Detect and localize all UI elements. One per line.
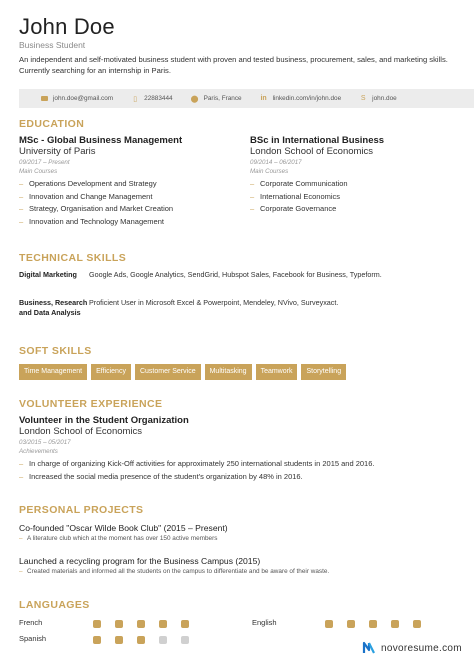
level-dot (115, 620, 123, 628)
school-name: University of Paris (19, 146, 96, 157)
logo-text: novoresume.com (381, 642, 462, 654)
education-dates: 09/2014 – 06/2017 (250, 159, 302, 166)
project-description: – Created materials and informed all the students on the campus to differentiate and be aware of their waste. (19, 568, 459, 575)
location-text: Paris, France (203, 95, 242, 102)
course-item: – Innovation and Technology Management (19, 216, 239, 229)
skill-value: Proficient User in Microsoft Excel & Powerpoint, Mendeley, NVivo, Surveyxact. (89, 298, 339, 307)
education-dates: 09/2017 – Present (19, 159, 70, 166)
skype-text: john.doe (372, 95, 397, 102)
skill-value: Google Ads, Google Analytics, SendGrid, Hubspot Sales, Facebook for Business, Typeform. (89, 270, 382, 279)
skill-label: Business, Research and Data Analysis (19, 298, 88, 317)
course-list (250, 178, 460, 216)
resume-title: Business Student (19, 40, 86, 50)
contact-email[interactable] (41, 95, 113, 102)
location-pin-icon: ⬤ (190, 95, 199, 103)
resume-name: John Doe (19, 14, 115, 39)
phone-text: 22883444 (144, 95, 173, 102)
course-item: – Corporate Communication (250, 178, 460, 191)
achievements-label: Achievements (19, 448, 58, 455)
level-dot (325, 620, 333, 628)
language-name: English (252, 618, 277, 627)
contact-linkedin[interactable] (260, 95, 342, 102)
degree-title: BSc in International Business (250, 135, 385, 146)
email-text: john.doe@gmail.com (53, 95, 114, 102)
contact-location (191, 95, 242, 103)
phone-icon: ▯ (133, 95, 138, 103)
project-title: Co-founded "Oscar Wilde Book Club" (2015 – Present) (19, 523, 228, 533)
technical-skills-heading: TECHNICAL SKILLS (19, 252, 127, 264)
contact-bar (19, 89, 474, 108)
skill-tag: Customer Service (135, 364, 201, 380)
course-item: – Corporate Governance (250, 203, 460, 216)
language-name: Spanish (19, 634, 47, 643)
projects-heading: PERSONAL PROJECTS (19, 504, 144, 516)
school-name: London School of Economics (250, 146, 374, 157)
course-item: – Innovation and Change Management (19, 191, 239, 204)
level-dot (137, 620, 145, 628)
level-dot (181, 620, 189, 628)
novoresume-logo (362, 641, 462, 655)
languages-heading: LANGUAGES (19, 599, 90, 611)
level-dot (413, 620, 421, 628)
skill-tag: Efficiency (91, 364, 131, 380)
level-dot (93, 636, 101, 644)
language-level-english (325, 620, 435, 628)
contact-skype[interactable] (359, 95, 397, 102)
education-item-1 (19, 135, 239, 228)
skill-row-digital-marketing (19, 270, 459, 280)
linkedin-icon: in (260, 95, 267, 102)
education-heading: EDUCATION (19, 118, 85, 130)
language-name: French (19, 618, 43, 627)
level-dot (369, 620, 377, 628)
skill-tag: Storytelling (301, 364, 346, 380)
level-dot (347, 620, 355, 628)
degree-title: MSc - Global Business Management (19, 135, 183, 146)
courses-label: Main Courses (19, 168, 58, 175)
volunteer-org: London School of Economics (19, 426, 143, 437)
level-dot (93, 620, 101, 628)
achievement-item: – Increased the social media presence of the student's organization by 48% in 2016. (19, 471, 459, 484)
linkedin-text: linkedin.com/in/john.doe (272, 95, 342, 102)
language-level-french (93, 620, 203, 628)
project-title: Launched a recycling program for the Business Campus (2015) (19, 556, 261, 566)
achievement-item: – In charge of organizing Kick-Off activities for approximately 250 international students in 2015 and 2016. (19, 458, 459, 471)
skill-tag: Multitasking (205, 364, 252, 380)
language-level-spanish (93, 636, 203, 644)
skill-tag: Time Management (19, 364, 87, 380)
summary-text: An independent and self-motivated business student with proven and tested business, procurement, sales, and marketing skills. Currently searching for an internship in Paris. (19, 55, 448, 75)
achievement-list (19, 458, 459, 483)
level-dot (137, 636, 145, 644)
skill-tag: Teamwork (256, 364, 298, 380)
level-dot (159, 620, 167, 628)
project-description: – A literature club which at the moment has over 150 active members (19, 535, 459, 542)
soft-skill-tags (19, 364, 350, 380)
course-item: – Operations Development and Strategy (19, 178, 239, 191)
volunteer-dates: 03/2015 – 05/2017 (19, 439, 71, 446)
level-dot (115, 636, 123, 644)
course-list (19, 178, 239, 228)
volunteer-role: Volunteer in the Student Organization (19, 415, 189, 426)
level-dot (391, 620, 399, 628)
project-item-1 (19, 523, 459, 542)
volunteer-item (19, 415, 459, 483)
course-item: – Strategy, Organisation and Market Creation (19, 203, 239, 216)
level-dot (159, 636, 167, 644)
novoresume-logo-icon (362, 641, 376, 655)
skype-icon: S (360, 95, 366, 102)
project-item-2 (19, 556, 459, 575)
level-dot (181, 636, 189, 644)
volunteer-heading: VOLUNTEER EXPERIENCE (19, 398, 163, 410)
contact-phone[interactable] (131, 95, 172, 103)
courses-label: Main Courses (250, 168, 289, 175)
course-item: – International Economics (250, 191, 460, 204)
skill-row-business-research (19, 298, 459, 317)
skill-label: Digital Marketing (19, 270, 77, 279)
soft-skills-heading: SOFT SKILLS (19, 345, 92, 357)
education-item-2 (250, 135, 460, 216)
envelope-icon (41, 96, 48, 101)
